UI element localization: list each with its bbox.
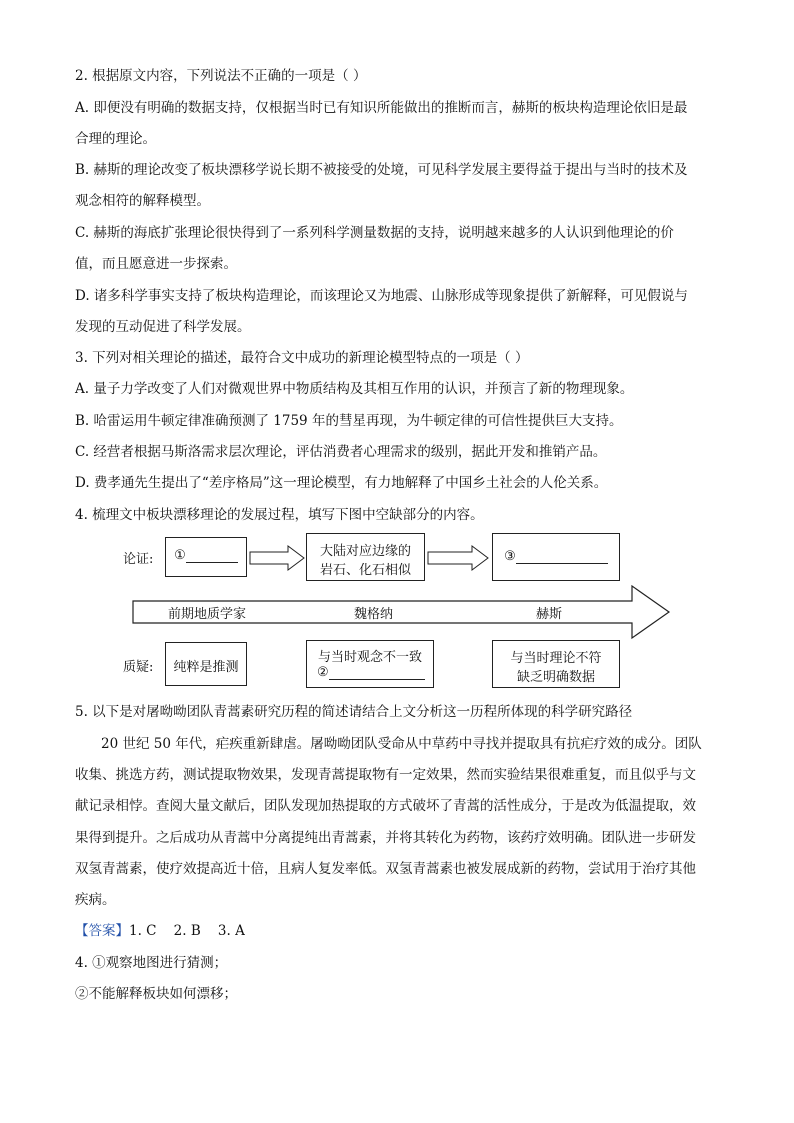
q3-option-c: C. 经营者根据马斯洛需求层次理论，评估消费者心理需求的级别，据此开发和推销产品。 <box>75 444 607 460</box>
answer-line <box>75 921 245 941</box>
q5-stem: 5. 以下是对屠呦呦团队青蒿素研究历程的简述请结合上文分析这一历程所体现的科学研究路径 <box>75 704 633 720</box>
q5-passage-line: 收集、挑选方药，测试提取物效果，发现青蒿提取物有一定效果，然而实验结果很难重复，而且似乎与文 <box>75 767 696 783</box>
answer-blank-2 <box>329 665 425 680</box>
answer-blank-1 <box>186 548 238 563</box>
doubt-label: 质疑: <box>123 660 154 675</box>
timeline-wegener: 魏格纳 <box>354 607 394 622</box>
blank-marker-3: ③ <box>504 549 516 564</box>
answer-q4-item2: ②不能解释板块如何漂移； <box>75 986 237 1002</box>
q2-option-a: A. 即便没有明确的数据支持，仅根据当时已有知识所能做出的推断而言，赫斯的板块构造理论依旧是最 <box>75 100 688 116</box>
q3-option-b: B. 哈雷运用牛顿定律准确预测了 1759 年的彗星再现，为牛顿定律的可信性提供巨大支持。 <box>75 413 623 429</box>
argument-box-2-line2: 岩石、化石相似 <box>319 563 411 578</box>
q4-stem: 4. 梳理文中板块漂移理论的发展过程，填写下图中空缺部分的内容。 <box>75 507 484 523</box>
arrow-right-icon <box>426 544 492 572</box>
q5-passage-line: 双氢青蒿素，使疗效提高近十倍，且病人复发率低。双氢青蒿素也被发展成新的药物，尝试用于治疗其他 <box>75 861 696 877</box>
argument-box-2 <box>306 533 425 581</box>
argument-label: 论证: <box>123 552 154 567</box>
doubt-box-2 <box>306 640 434 688</box>
q2-option-b: B. 赫斯的理论改变了板块漂移学说长期不被接受的处境，可见科学发展主要得益于提出与当时的技术及 <box>75 162 688 178</box>
argument-box-3 <box>492 533 620 581</box>
q3-stem: 3. 下列对相关理论的描述，最符合文中成功的新理论模型特点的一项是（ ） <box>75 350 529 366</box>
doubt-box-3-line2: 缺乏明确数据 <box>516 670 595 685</box>
q2-option-d: D. 诸多科学事实支持了板块构造理论，而该理论又为地震、山脉形成等现象提供了新解释，可见假说与 <box>75 288 688 304</box>
q5-passage-line: 果得到提升。之后成功从青蒿中分离提纯出青蒿素，并将其转化为药物，该药疗效明确。团队进一步研发 <box>75 830 696 846</box>
timeline-early-geologists: 前期地质学家 <box>168 607 247 622</box>
argument-box-1 <box>165 537 247 577</box>
q2-option-c: C. 赫斯的海底扩张理论很快得到了一系列科学测量数据的支持，说明越来越多的人认识到他理论的价 <box>75 225 674 241</box>
blank-marker-1: ① <box>174 548 186 563</box>
q2-stem: 2. 根据原文内容，下列说法不正确的一项是（ ） <box>75 68 367 84</box>
q2-option-b-cont: 观念相符的解释模型。 <box>75 193 210 209</box>
q5-passage-line: 疾病。 <box>75 892 116 908</box>
q3-option-a: A. 量子力学改变了人们对微观世界中物质结构及其相互作用的认识，并预言了新的物理现象。 <box>75 381 634 397</box>
q3-option-d: D. 费孝通先生提出了“差序格局”这一理论模型，有力地解释了中国乡土社会的人伦关系。 <box>75 475 608 491</box>
q2-option-c-cont: 值，而且愿意进一步探索。 <box>75 256 237 272</box>
answer-choices: 1. C 2. B 3. A <box>129 923 245 939</box>
answer-blank-3 <box>516 549 608 564</box>
q5-passage-line: 20 世纪 50 年代，疟疾重新肆虐。屠呦呦团队受命从中草药中寻找并提取具有抗疟疗效的成分。团队 <box>101 736 702 752</box>
q2-option-d-cont: 发现的互动促进了科学发展。 <box>75 319 251 335</box>
doubt-box-2-line1: 与当时观念不一致 <box>317 650 422 665</box>
argument-box-2-line1: 大陆对应边缘的 <box>319 544 411 559</box>
q5-passage-line: 献记录相悖。查阅大量文献后，团队发现加热提取的方式破坏了青蒿的活性成分，于是改为低温提取，效 <box>75 798 696 814</box>
answer-q4-item1: 4. ①观察地图进行猜测； <box>75 955 228 971</box>
timeline-hess: 赫斯 <box>536 607 563 622</box>
plate-theory-diagram <box>120 528 680 698</box>
answer-tag: 【答案】 <box>75 923 129 939</box>
doubt-box-3-line1: 与当时理论不符 <box>510 651 602 666</box>
blank-marker-2: ② <box>317 665 329 680</box>
doubt-box-3 <box>492 640 620 688</box>
doubt-box-1-text: 纯粹是推测 <box>173 660 239 675</box>
doubt-box-1 <box>165 642 247 686</box>
arrow-right-icon <box>248 544 308 572</box>
q2-option-a-cont: 合理的理论。 <box>75 131 156 147</box>
